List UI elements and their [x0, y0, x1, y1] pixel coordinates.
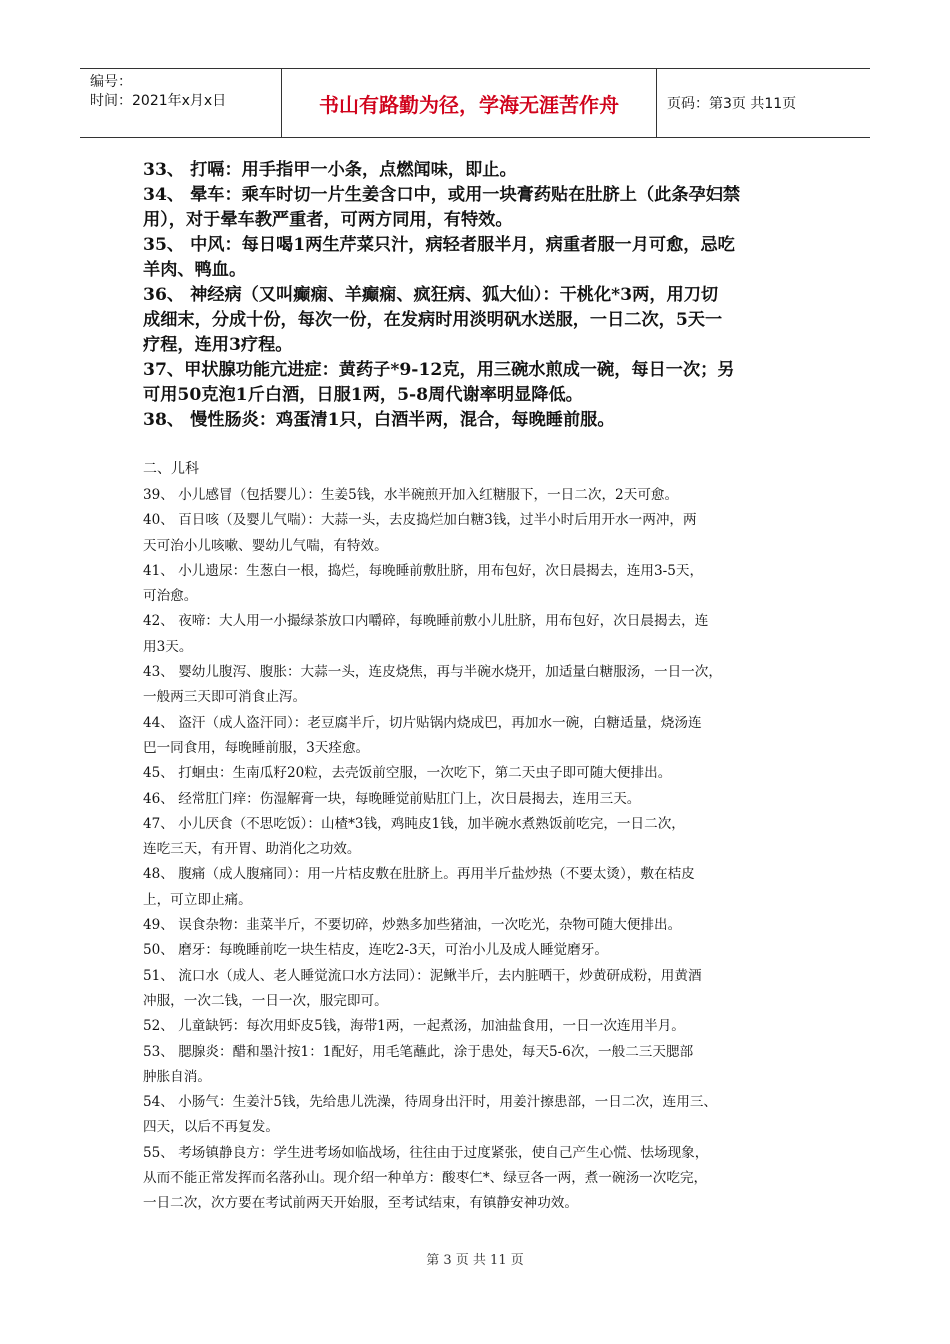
remedy-entry: [143, 1040, 823, 1091]
remedy-line: 用），对于晕车教严重者，可两方同用，有特效。: [143, 210, 513, 230]
remedy-line: 45、 打蛔虫：生南瓜籽20粒，去壳饭前空服，一次吃下，第二天虫子即可随大便排出。: [143, 765, 672, 782]
remedy-entry: [143, 862, 823, 913]
remedy-line: 44、 盗汗（成人盗汗同）：老豆腐半斤，切片贴锅内烧成巴，再加水一碗，白糖适量，烧汤连: [143, 714, 702, 731]
remedy-line: 成细末，分成十份，每次一份，在发病时用淡明矾水送服，一日二次，5天一: [143, 310, 723, 330]
remedy-line: 巴一同食用，每晚睡前服，3天痊愈。: [143, 739, 370, 756]
remedy-line: 50、 磨牙：每晚睡前吃一块生桔皮，连吃2-3天，可治小儿及成人睡觉磨牙。: [143, 942, 608, 959]
remedy-entry: [143, 358, 823, 408]
remedy-line: 羊肉、鸭血。: [143, 260, 247, 280]
remedy-line: 48、 腹痛（成人腹痛同）：用一片桔皮敷在肚脐上。再用半斤盐炒热（不要太烫），敷在桔皮: [143, 866, 695, 883]
remedy-line: 35、 中风：每日喝1两生芹菜只汁，病轻者服半月，病重者服一月可愈，忌吃: [143, 235, 735, 255]
remedy-line: 36、 神经病（又叫癫痫、羊癫痫、疯狂病、狐大仙）：干桃化*3两，用刀切: [143, 285, 719, 305]
remedy-line: 从而不能正常发挥而名落孙山。现介绍一种单方：酸枣仁*、绿豆各一两，煮一碗汤一次吃完，: [143, 1170, 708, 1187]
remedy-line: 可用50克泡1斤白酒，日服1两，5-8周代谢率明显降低。: [143, 385, 583, 405]
remedy-entry: [143, 408, 823, 433]
doc-number: 编号：: [90, 74, 132, 90]
remedy-entry: [143, 660, 823, 711]
remedy-entry: [143, 964, 823, 1015]
remedy-line: 天可治小儿咳嗽、婴幼儿气喘，有特效。: [143, 537, 388, 554]
remedy-entry: [143, 761, 823, 786]
remedy-line: 疗程，连用3疗程。: [143, 335, 293, 355]
remedy-line: 40、 百日咳（及婴儿气喘）：大蒜一头，去皮捣烂加白糖3钱，过半小时后用开水一两冲，两: [143, 512, 697, 529]
remedy-line: 一日二次，次方要在考试前两天开始服，至考试结束，有镇静安神功效。: [143, 1195, 578, 1212]
remedy-line: 冲服，一次二钱，一日一次，服完即可。: [143, 992, 388, 1009]
remedy-line: 上，可立即止痛。: [143, 891, 252, 908]
remedy-line: 38、 慢性肠炎：鸡蛋清1只，白酒半两，混合，每晚睡前服。: [143, 410, 615, 430]
remedy-line: 47、 小儿厌食（不思吃饭）：山楂*3钱，鸡盹皮1钱，加半碗水煮熟饭前吃完，一日二次，: [143, 815, 685, 832]
header-page-info: 页码：第3页 共11页: [667, 96, 797, 112]
remedy-entry: [143, 283, 823, 358]
remedy-line: 52、 儿童缺钙：每次用虾皮5钱，海带1两，一起煮汤，加油盐食用，一日一次连用半月。: [143, 1018, 685, 1035]
remedy-line: 一般两三天即可消食止泻。: [143, 689, 307, 706]
remedy-entry: [143, 559, 823, 610]
remedy-line: 43、 婴幼儿腹泻、腹胀：大蒜一头，连皮烧焦，再与半碗水烧开，加适量白糖服汤，一日一次，: [143, 664, 722, 681]
remedy-entry: [143, 938, 823, 963]
remedy-entry: [143, 1141, 823, 1217]
remedy-line: 34、 晕车：乘车时切一片生姜含口中，或用一块膏药贴在肚脐上（此条孕妇禁: [143, 185, 741, 205]
remedy-line: 39、 小儿感冒（包括婴儿）：生姜5钱，水半碗煎开加入红糖服下，一日二次，2天可愈。: [143, 487, 679, 503]
remedy-line: 37、甲状腺功能亢进症：黄药子*9-12克，用三碗水煎成一碗，每日一次；另: [143, 360, 735, 380]
remedy-line: 肿胀自消。: [143, 1068, 211, 1085]
remedy-line: 41、 小儿遗尿：生葱白一根，捣烂，每晚睡前敷肚脐，用布包好，次日晨揭去，连用3-5天，: [143, 562, 704, 579]
header-motto: 书山有路勤为径，学海无涯苦作舟: [282, 69, 657, 137]
remedy-line: 46、 经常肛门痒：伤湿解膏一块，每晚睡觉前贴肛门上，次日晨揭去，连用三天。: [143, 790, 641, 807]
remedy-line: 42、 夜啼：大人用一小撮绿茶放口内嚼碎，每晚睡前敷小儿肚脐，用布包好，次日晨揭去，连: [143, 613, 709, 630]
header-meta: [80, 69, 282, 137]
remedy-entry: [143, 483, 823, 508]
page-footer: 第 3 页 共 11 页: [426, 1253, 524, 1268]
remedy-line: 连吃三天，有开胃、助消化之功效。: [143, 841, 361, 858]
remedy-entry: [143, 183, 823, 233]
remedy-entry: [143, 711, 823, 762]
remedy-entry: [143, 158, 823, 183]
remedy-line: 33、 打嗝：用手指甲一小条，点燃闻味，即止。: [143, 160, 517, 180]
adult-remedies-list: [143, 158, 823, 433]
page-header: [80, 68, 870, 138]
remedy-entry: [143, 508, 823, 559]
section-title-pediatrics: 二、儿科: [143, 461, 199, 477]
remedy-entry: [143, 233, 823, 283]
pediatric-remedies-list: [143, 483, 823, 1217]
remedy-line: 用3天。: [143, 638, 193, 655]
remedy-entry: [143, 1014, 823, 1039]
remedy-entry: [143, 1090, 823, 1141]
document-body: [143, 158, 823, 1217]
remedy-entry: [143, 609, 823, 660]
remedy-line: 49、 误食杂物：韭菜半斤，不要切碎，炒熟多加些猪油，一次吃光，杂物可随大便排出。: [143, 917, 682, 934]
remedy-entry: [143, 913, 823, 938]
remedy-entry: [143, 787, 823, 812]
remedy-line: 54、 小肠气：生姜汁5钱，先给患儿洗澡，待周身出汗时，用姜汁擦患部，一日二次，连用三、: [143, 1094, 718, 1111]
remedy-line: 53、 腮腺炎：醋和墨汁按1：1配好，用毛笔蘸此，涂于患处，每天5-6次，一般二三天腮部: [143, 1043, 694, 1060]
doc-date: 时间：2021年x月x日: [90, 93, 227, 109]
remedy-line: 51、 流口水（成人、老人睡觉流口水方法同）：泥鳅半斤，去内脏晒干，炒黄研成粉，用黄酒: [143, 967, 702, 984]
remedy-line: 可治愈。: [143, 588, 198, 605]
remedy-line: 四天，以后不再复发。: [143, 1119, 279, 1136]
remedy-line: 55、 考场镇静良方：学生进考场如临战场，往往由于过度紧张，使自己产生心慌、怯场现象，: [143, 1144, 709, 1161]
remedy-entry: [143, 812, 823, 863]
